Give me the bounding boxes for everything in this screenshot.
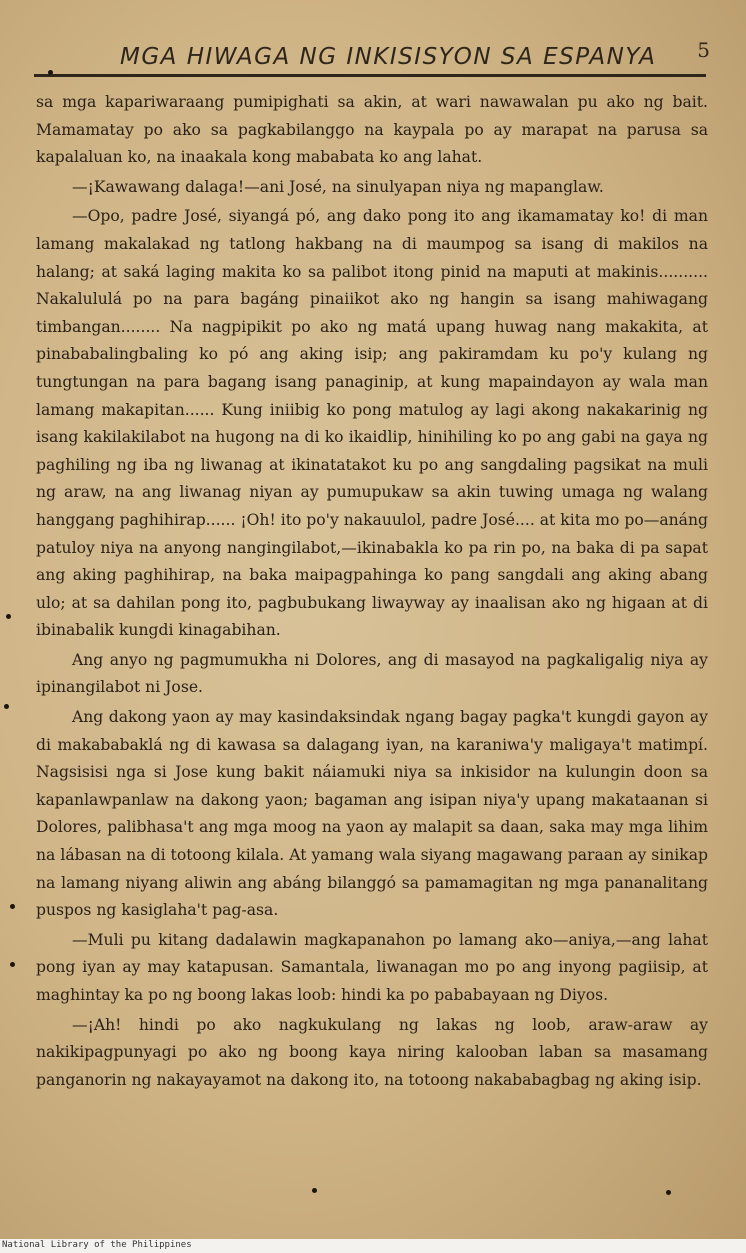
scan-speck — [10, 904, 15, 909]
paragraph-1: sa mga kapariwaraang pumipighati sa akin, at wari nawawalan pu ako ng bait. Mamamatay po ako sa pagkabilanggo na kaypala po ay marapat na parusa sa kapalaluan ko, na inaakala kong mababata ko ang lahat. — [36, 93, 708, 167]
paragraph-2: —¡Kawawang dalaga!—ani José, na sinulyapan niya ng mapanglaw. — [72, 177, 604, 196]
scan-speck — [666, 1190, 671, 1195]
header-rule — [34, 74, 706, 77]
paragraph-3: —Opo, padre José, siyangá pó, ang dako pong ito ang ikamamatay ko! di man lamang makalakad ng tatlong hakbang na di maumpog sa isang di makilos na halang; at saká laging makita ko sa palibot itong pinid na maputi at makinis.......... Nakalululá po na para bagáng pinaiikot ako ng hangin sa isang mahiwagang timbangan........ Na nagpipikit po ako ng matá upang huwag nang makakita, at pinababalingbaling ko pó ang aking isip; ang pakiramdam ku po'y kulang ng tungtungan na para bagang isang panaginip, at kung mapaindayon ay wala man lamang makapitan...... Kung iniibig ko pong matulog ay lagi akong nakakarinig ng isang kakilakilabot na hugong na di ko ikaidlip, hinihiling ko po ang gabi na gaya ng paghiling ng iba ng liwanag at ikinatatakot ku po ang sangdaling pagsikat na muli ng araw, na ang liwanag niyan ay pumupukaw sa akin tuwing umaga ng walang hanggang paghihirap...... ¡Oh! ito po'y nakauulol, padre José.... at kita mo po—anáng patuloy niya na anyong nangingilabot,—ikinabakla ko pa rin po, na baka di pa sapat ang aking paghihirap, na baka maipagpahinga ko pang sangdali ang aking abang ulo; at sa dahilan pong ito, pagbubukang liwayway ay inaalisan ako ng higaan at di ibinabalik kungdi kinagabihan. — [36, 207, 708, 640]
scan-speck — [48, 70, 53, 75]
running-head-title: MGA HIWAGA NG INKISISYON SA ESPANYA — [120, 44, 657, 70]
scan-speck — [312, 1188, 317, 1193]
body-text — [36, 89, 708, 1094]
page-number: 5 — [697, 38, 710, 62]
paragraph-6: —Muli pu kitang dadalawin magkapanahon po lamang ako—aniya,—ang lahat pong iyan ay may katapusan. Samantala, liwanagan mo po ang inyong pagiisip, at maghintay ka po ng boong lakas loob: hindi ka po pababayaan ng Diyos. — [36, 930, 708, 1004]
paragraph-5: Ang dakong yaon ay may kasindaksindak ngang bagay pagka't kungdi gayon ay di makababaklá ng di kawasa sa dalagang iyan, na karaniwa'y maligaya't matimpí. Nagsisisi nga si Jose kung bakit náiamuki niya sa inkisidor na kulungin doon sa kapanlawpanlaw na dakong yaon; bagaman ang isipan niya'y upang makataanan si Dolores, palibhasa't ang mga moog na yaon ay malapit sa daan, saka may mga lihim na lábasan na di totoong kilala. At yamang wala siyang magawang paraan ay sinikap na lamang niyang aliwin ang abáng bilanggó sa pamamagitan ng mga pananalitang puspos ng kasiglaha't pag-asa. — [36, 708, 708, 920]
scan-speck — [4, 704, 9, 709]
scan-speck — [6, 614, 11, 619]
footer-bar — [0, 1239, 746, 1253]
page-header — [36, 36, 716, 76]
scan-speck — [10, 962, 15, 967]
library-credit: National Library of the Philippines — [2, 1240, 192, 1250]
paragraph-4: Ang anyo ng pagmumukha ni Dolores, ang di masayod na pagkaligalig niya ay ipinangilabot ni Jose. — [36, 650, 708, 697]
paragraph-7: —¡Ah! hindi po ako nagkukulang ng lakas ng loob, araw-araw ay nakikipagpunyagi po ako ng boong kaya niring kalooban laban sa masamang panganorin ng nakayayamot na dakong ito, na totoong nakababagbag ng aking isip. — [36, 1015, 708, 1089]
